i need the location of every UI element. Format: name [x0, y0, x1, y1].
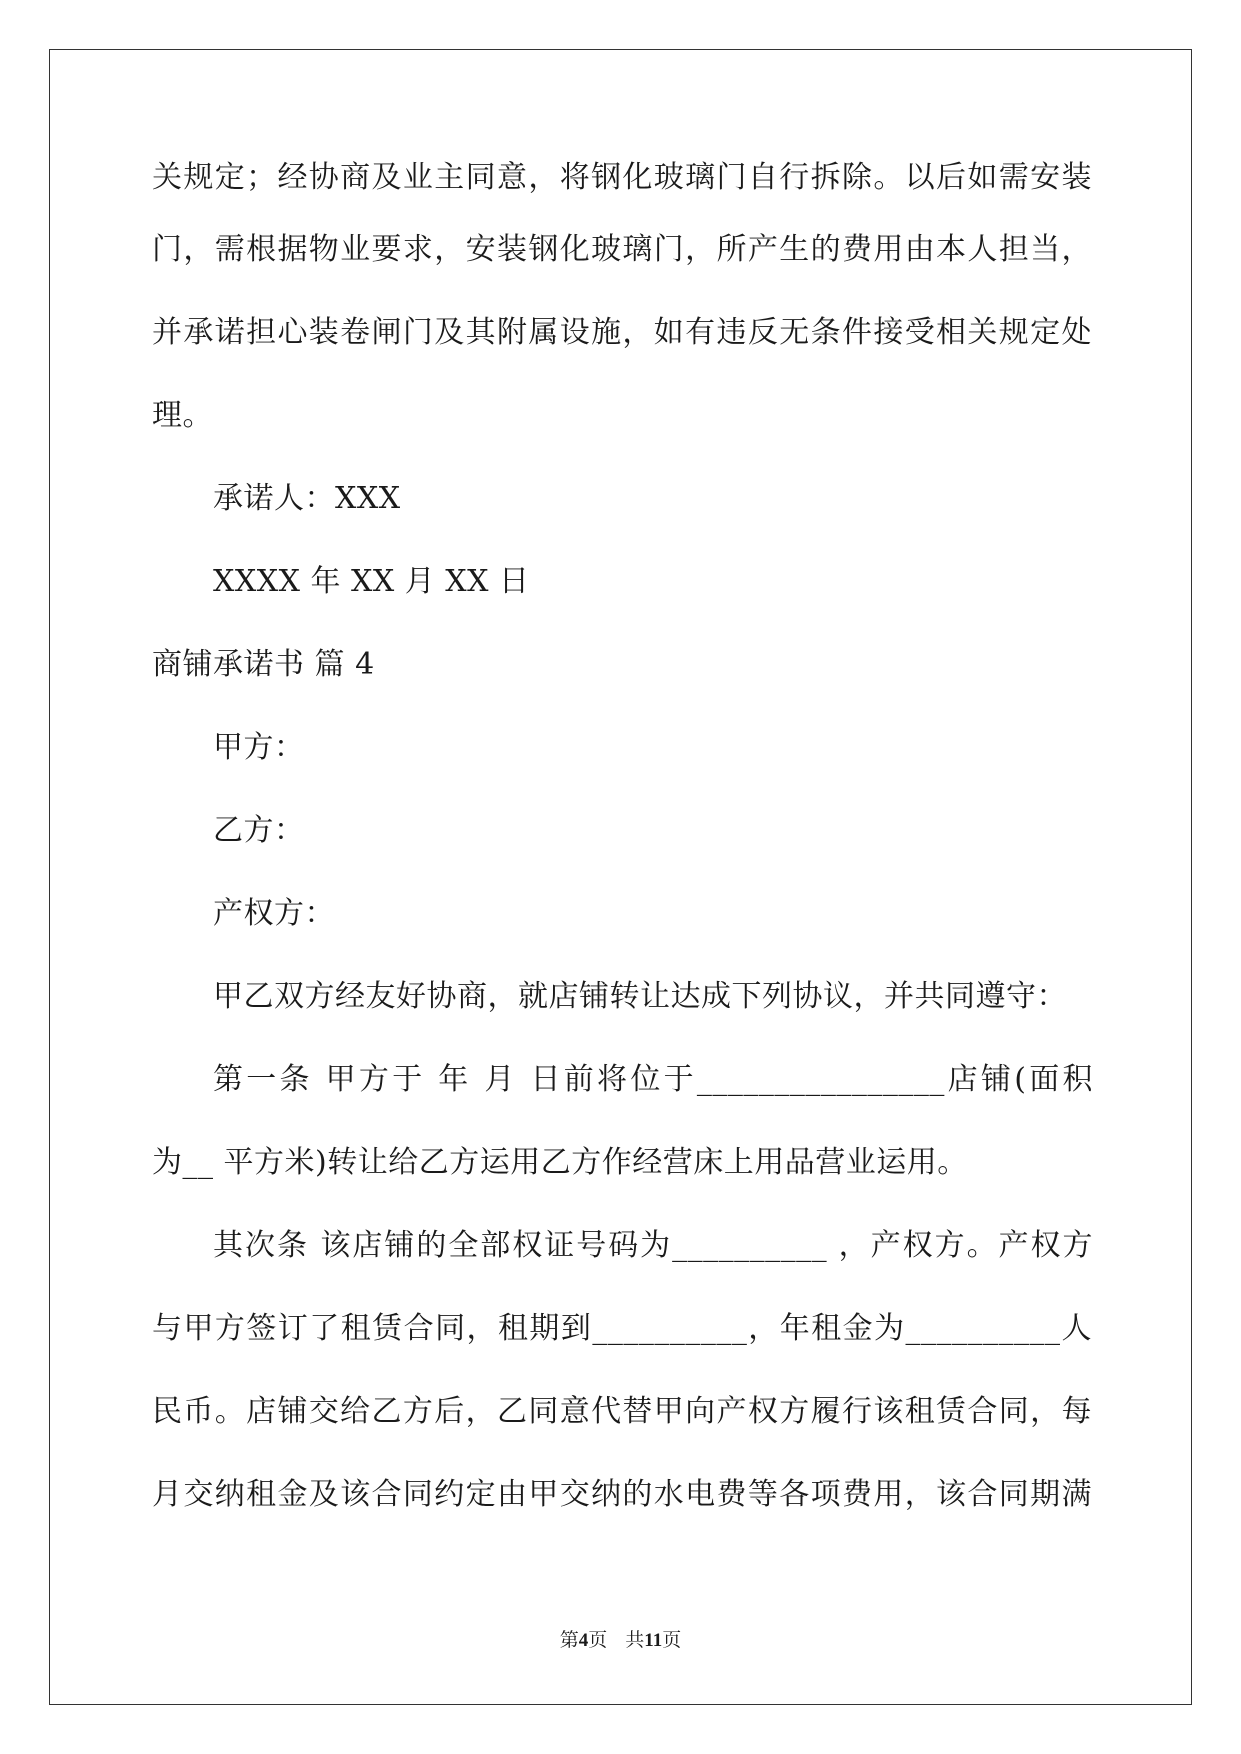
- text-line: 其次条 该店铺的全部权证号码为__________ ，产权方。产权方: [213, 1228, 1093, 1263]
- text-line: 为__ 平方米)转让给乙方运用乙方作经营床上用品营业运用。: [152, 1145, 968, 1180]
- page-number: 4: [578, 1630, 589, 1651]
- page-border: [49, 49, 1192, 1705]
- total-prefix: 共: [625, 1629, 645, 1651]
- total-suffix: 页: [662, 1629, 682, 1651]
- text-line: 理。: [152, 398, 213, 433]
- party-b-line: 乙方：: [213, 813, 305, 848]
- text-line: 与甲方签订了租赁合同，租期到__________，年租金为__________人: [152, 1311, 1092, 1346]
- text-line: 月交纳租金及该合同约定由甲交纳的水电费等各项费用，该合同期满: [152, 1477, 1092, 1512]
- property-owner-line: 产权方：: [213, 896, 335, 931]
- section-heading: 商铺承诺书 篇 4: [152, 647, 375, 682]
- page-footer: [0, 1628, 1241, 1653]
- page-prefix: 第: [559, 1629, 579, 1651]
- text-line: 门，需根据物业要求，安装钢化玻璃门，所产生的费用由本人担当，: [152, 232, 1092, 267]
- text-line: 关规定；经协商及业主同意，将钢化玻璃门自行拆除。以后如需安装: [152, 160, 1092, 195]
- party-a-line: 甲方：: [213, 730, 305, 765]
- total-pages: 11: [644, 1630, 663, 1651]
- signatory-line: 承诺人：XXX: [213, 481, 401, 516]
- date-line: XXXX 年 XX 月 XX 日: [213, 564, 530, 599]
- text-line: 并承诺担心装卷闸门及其附属设施，如有违反无条件接受相关规定处: [152, 315, 1092, 350]
- text-line: 甲乙双方经友好协商，就店铺转让达成下列协议，并共同遵守：: [213, 979, 1067, 1014]
- text-line: 民币。店铺交给乙方后，乙同意代替甲向产权方履行该租赁合同，每: [152, 1394, 1092, 1429]
- text-line: 第一条 甲方于 年 月 日前将位于________________店铺(面积: [213, 1062, 1093, 1097]
- page-suffix: 页: [588, 1629, 608, 1651]
